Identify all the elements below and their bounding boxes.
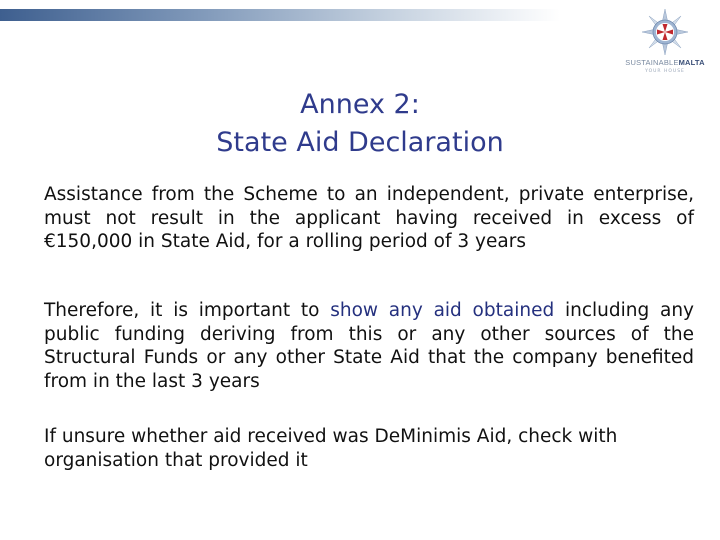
para2-highlight: show any aid obtained	[330, 300, 555, 321]
title-line-1: Annex 2:	[300, 89, 420, 120]
paragraph-state-aid-limit: Assistance from the Scheme to an independent, private enterprise, must not result in the applicant having received in excess of €150,000 in State Aid, for a rolling period of 3 years	[44, 184, 694, 252]
para2-text-start: Therefore, it is important to	[44, 300, 331, 321]
sustainable-malta-logo	[622, 8, 708, 78]
paragraph-deminimis: If unsure whether aid received was DeMinimis Aid, check with organisation that provided it	[44, 426, 618, 471]
logo-tagline: YOUR HOUSE	[645, 69, 685, 74]
para2-text-end: including any public funding deriving from this or any other sources of the Structural Funds or any other State Aid that the company benefited from in the last 3 years	[44, 300, 695, 392]
slide-title	[0, 86, 720, 162]
header-gradient-bar	[0, 9, 560, 21]
title-line-2: State Aid Declaration	[216, 127, 504, 158]
paragraph-show-aid	[44, 299, 694, 393]
logo-wordmark: SUSTAINABLEMALTA	[625, 58, 705, 67]
compass-star-icon	[641, 8, 689, 56]
